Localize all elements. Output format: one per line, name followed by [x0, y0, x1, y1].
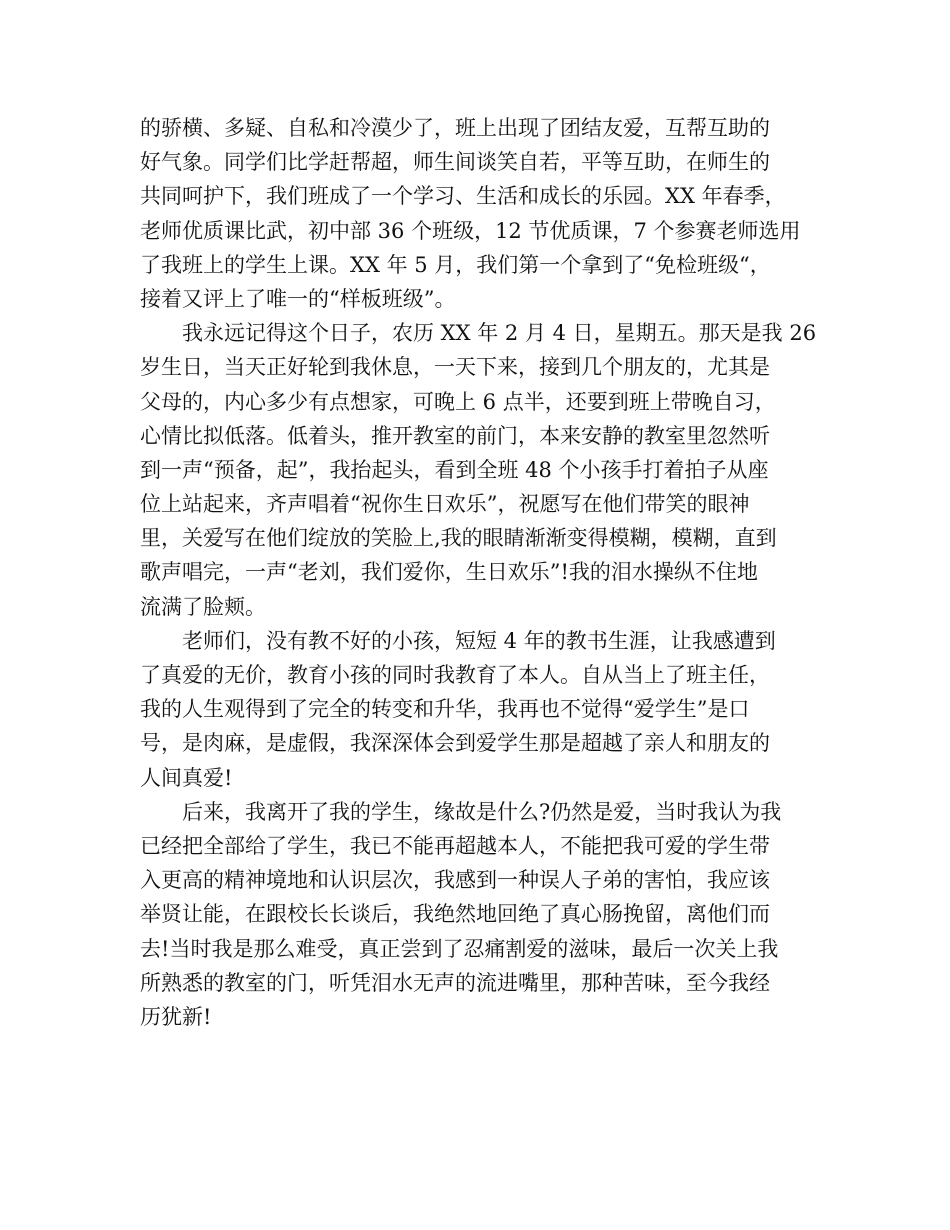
paragraph-2-line-9: 流满了脸颊。 — [140, 594, 266, 619]
paragraph-4-line-5: 去!当时我是那么难受，真正尝到了忍痛割爱的滋味，最后一次关上我 — [140, 936, 779, 961]
paragraph-1-line-2: 好气象。同学们比学赶帮超，师生间谈笑自若，平等互助，在师生的 — [140, 150, 770, 175]
paragraph-4-line-6: 所熟悉的教室的门，听凭泪水无声的流进嘴里，那种苦味，至今我经 — [140, 970, 770, 995]
paragraph-4-line-3: 入更高的精神境地和认识层次，我感到一种误人子弟的害怕，我应该 — [140, 868, 770, 893]
paragraph-3-line-2: 了真爱的无价，教育小孩的同时我教育了本人。自从当上了班主任， — [140, 663, 770, 687]
paragraph-1-line-5: 了我班上的学生上课。XX 年 5 月，我们第一个拿到了“免检班级“， — [140, 252, 771, 277]
paragraph-4-line-1: 后来，我离开了我的学生，缘故是什么?仍然是爱，当时我认为我 — [182, 799, 782, 824]
paragraph-2-line-7: 里，关爱写在他们绽放的笑脸上,我的眼睛渐渐变得模糊，模糊，直到 — [140, 526, 777, 551]
paragraph-4-line-2: 已经把全部给了学生，我已不能再超越本人，不能把我可爱的学生带 — [140, 833, 770, 858]
paragraph-3-line-5: 人间真爱! — [140, 765, 233, 790]
paragraph-2-line-8: 歌声唱完，一声“老刘，我们爱你，生日欢乐”!我的泪水操纵不住地 — [140, 560, 758, 585]
paragraph-2-line-3: 父母的，内心多少有点想家，可晚上 6 点半，还要到班上带晚自习， — [140, 389, 776, 414]
paragraph-4-line-4: 举贤让能，在跟校长长谈后，我绝然地回绝了真心肠挽留，离他们而 — [140, 902, 770, 927]
paragraph-1-line-1: 的骄横、多疑、自私和冷漠少了，班上出现了团结友爱，互帮互助的 — [140, 116, 770, 140]
paragraph-4-line-7: 历犹新! — [140, 1004, 212, 1029]
paragraph-2-line-2: 岁生日，当天正好轮到我休息，一天下来，接到几个朋友的，尤其是 — [140, 355, 770, 380]
paragraph-2-line-5: 到一声“预备，起”，我抬起头，看到全班 48 个小孩手打着拍子从座 — [140, 457, 769, 482]
document-body — [140, 111, 815, 1034]
paragraph-3-line-3: 我的人生观得到了完全的转变和升华，我再也不觉得“爱学生”是口 — [140, 697, 750, 722]
paragraph-2-line-6: 位上站起来，齐声唱着“祝你生日欢乐”，祝愿写在他们带笑的眼神 — [140, 492, 750, 517]
paragraph-1-line-6: 接着又评上了唯一的“样板班级”。 — [140, 286, 456, 311]
paragraph-3-line-4: 号，是肉麻，是虚假，我深深体会到爱学生那是超越了亲人和朋友的 — [140, 731, 770, 756]
paragraph-2-line-4: 心情比拟低落。低着头，推开教室的前门，本来安静的教室里忽然听 — [140, 423, 770, 448]
paragraph-1-line-4: 老师优质课比武，初中部 36 个班级，12 节优质课，7 个参赛老师选用 — [140, 218, 801, 243]
paragraph-1-line-3: 共同呵护下，我们班成了一个学习、生活和成长的乐园。XX 年春季， — [140, 184, 786, 209]
paragraph-2-line-1: 我永远记得这个日子，农历 XX 年 2 月 4 日，星期五。那天是我 26 — [182, 321, 817, 346]
paragraph-3-line-1: 老师们，没有教不好的小孩，短短 4 年的教书生涯，让我感遭到 — [182, 628, 776, 653]
